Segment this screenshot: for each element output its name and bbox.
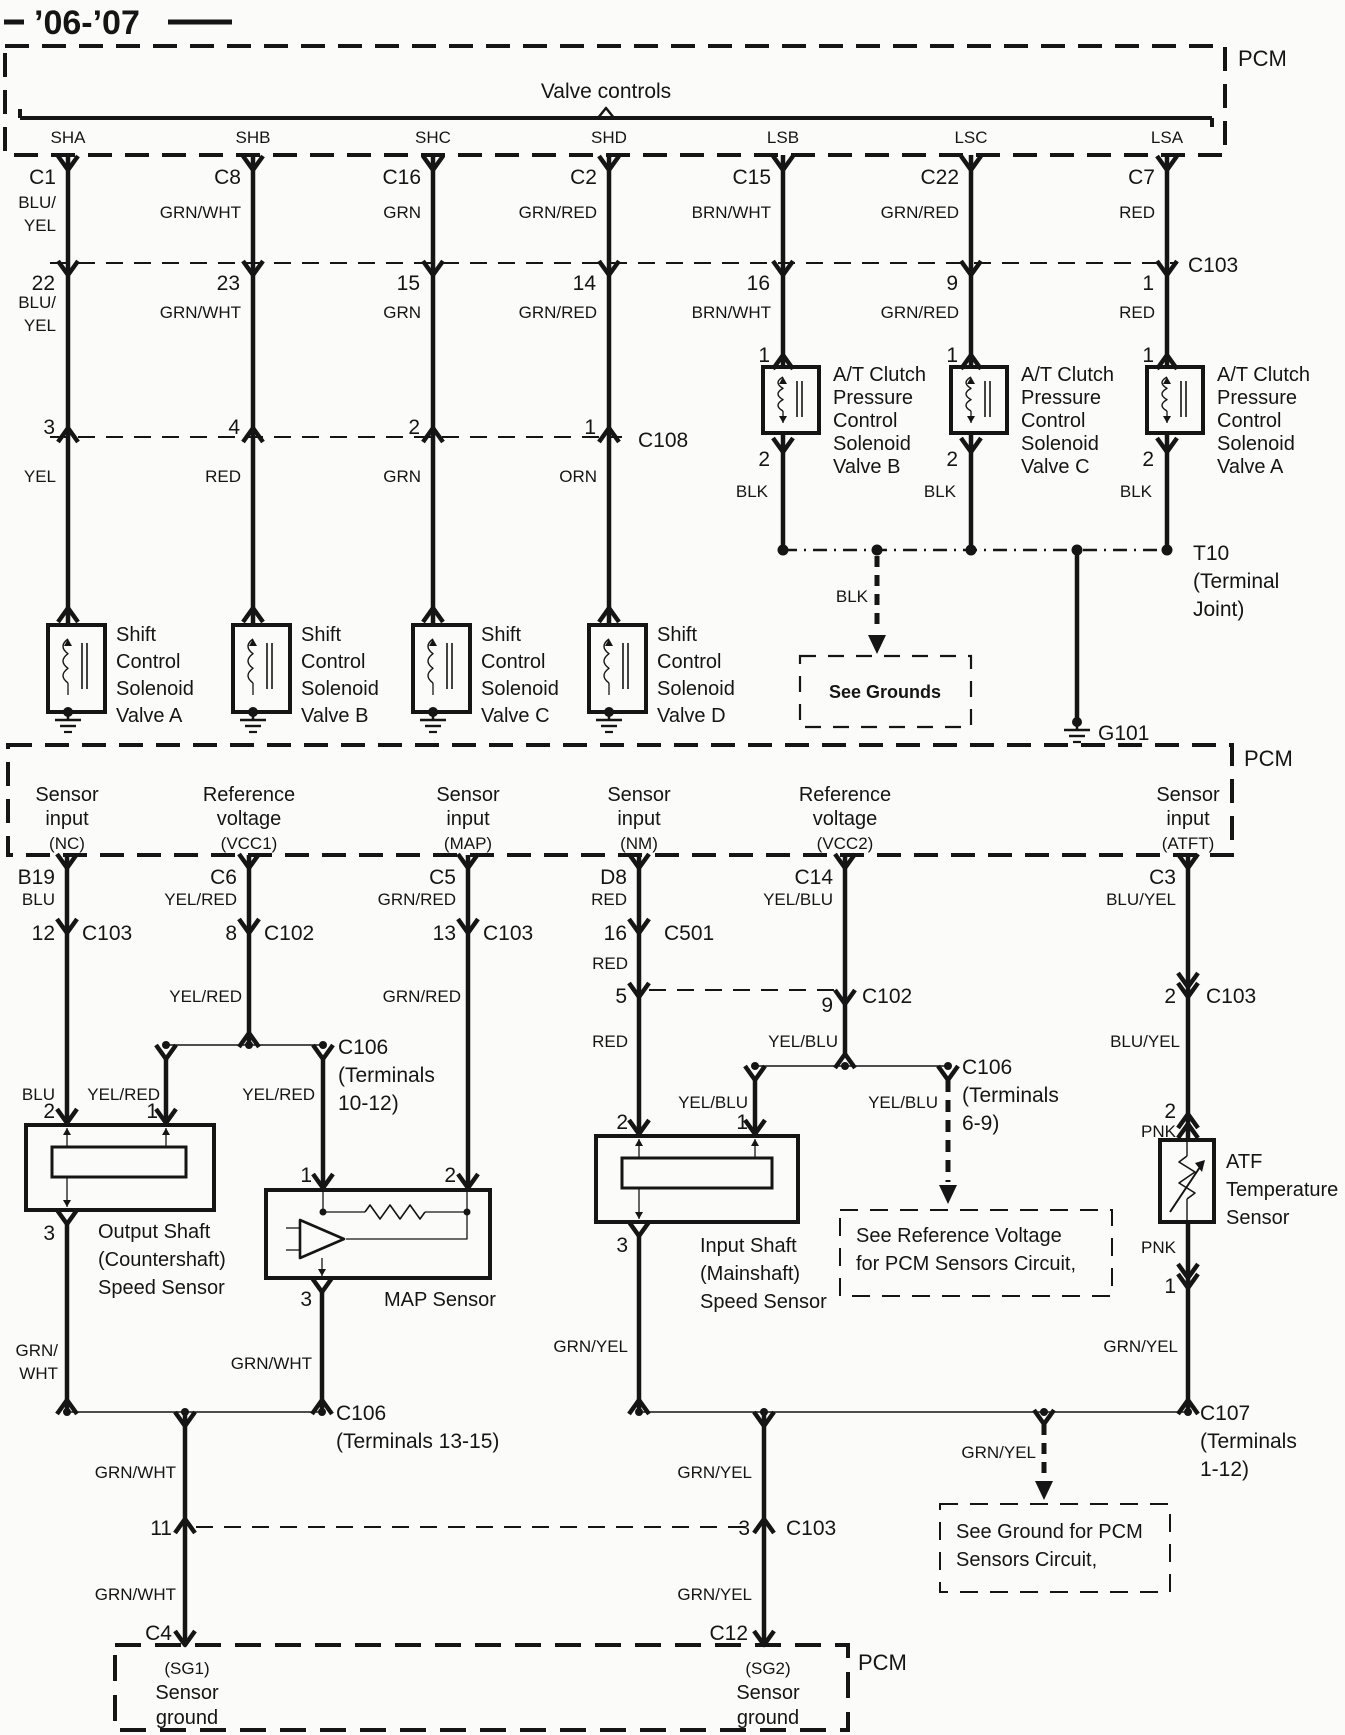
connector-label: C107 [1200, 1402, 1251, 1425]
device-label: Speed Sensor [98, 1277, 225, 1299]
see-reference-voltage-label: for PCM Sensors Circuit, [856, 1253, 1077, 1275]
connector-pin-label: C5 [429, 866, 456, 889]
wire-color-label: GRN/WHT [159, 303, 241, 322]
wire-color-label: GRN/WHT [159, 203, 241, 222]
device-label: Shift [116, 624, 157, 646]
connector-pin-number: 2 [616, 1111, 628, 1134]
wire-color-label: GRN/RED [382, 987, 461, 1006]
wire-color-label: GRN/RED [880, 203, 959, 222]
wire-color-label: YEL/RED [242, 1085, 315, 1104]
connector-pin-number: 13 [432, 922, 456, 945]
sensor-ground-label: Sensor [155, 1682, 219, 1704]
connector-label: (Terminals [1200, 1430, 1297, 1453]
wire-color-label: YEL [23, 316, 56, 335]
device-label: Solenoid [657, 678, 735, 700]
pcm-pin-label: LSA [1150, 128, 1184, 147]
connector-label: (Terminals 13-15) [336, 1430, 500, 1453]
connector-pin-number: 8 [225, 922, 237, 945]
connector-pin-number: 16 [603, 922, 627, 945]
device-label: Solenoid [833, 433, 911, 455]
connector-label: C106 [338, 1036, 389, 1059]
connector-pin-number: 2 [1164, 1100, 1176, 1123]
device-label: Valve A [1217, 456, 1284, 478]
component-lead [346, 1212, 467, 1239]
wire-color-label: BRN/WHT [691, 303, 771, 322]
connector-label: C103 [1206, 985, 1257, 1008]
device-label: Shift [301, 624, 342, 646]
connector-pin-number: 3 [43, 416, 55, 439]
pcm-pin-label: (MAP) [443, 834, 493, 853]
pcm-pin-label: input [1166, 808, 1210, 830]
pcm-pin-label: (VCC1) [220, 834, 278, 853]
connector-chevron [629, 1222, 649, 1236]
sensor-ground-label: ground [736, 1707, 800, 1729]
coil-arrow [1163, 416, 1171, 423]
wire-color-label: BLU [21, 1085, 55, 1104]
see-reference-voltage-label: See Reference Voltage [856, 1225, 1062, 1247]
connector-pin-number: 12 [31, 922, 55, 945]
connector-pin-number: 2 [444, 1164, 456, 1187]
coil-arrow [779, 416, 787, 423]
connector-pin-number: 9 [821, 994, 833, 1017]
connector-pin-number: 5 [615, 985, 627, 1008]
wire-color-label: GRN/YEL [1103, 1337, 1178, 1356]
pcm-pin-label: (ATFT) [1161, 834, 1215, 853]
t10-label: Joint) [1193, 598, 1245, 621]
t10-label: (Terminal [1193, 570, 1280, 593]
junction-dot [1040, 1408, 1048, 1416]
wire-color-label: RED [1119, 303, 1155, 322]
wire-color-label: ORN [559, 467, 597, 486]
pcm-pin-label: input [446, 808, 490, 830]
device-label: Shift [481, 624, 522, 646]
wire-color-label: GRN/ [15, 1341, 58, 1360]
arrowhead [1035, 1481, 1053, 1500]
connector-pin-label: C8 [214, 166, 241, 189]
device-label: (Countershaft) [98, 1249, 226, 1271]
sensor-ground-label: (SG1) [164, 1659, 210, 1678]
output-shaft-sensor-element [52, 1147, 186, 1177]
device-label: Solenoid [1217, 433, 1295, 455]
connector-label: C103 [82, 922, 133, 945]
wire-color-label: GRN/YEL [961, 1443, 1036, 1462]
connector-pin-number: 2 [408, 416, 420, 439]
connector-chevron [57, 1210, 77, 1224]
map-opamp [300, 1220, 344, 1258]
junction-dot [751, 1062, 759, 1070]
connector-pin-label: C2 [570, 166, 597, 189]
pcm-pin-label: SHA [50, 128, 86, 147]
connector-pin-label: C16 [382, 166, 421, 189]
connector-pin-number: 4 [228, 416, 240, 439]
device-label: Output Shaft [98, 1221, 211, 1243]
wire-color-label: YEL/BLU [768, 1032, 838, 1051]
wire-color-label: GRN/WHT [94, 1463, 176, 1482]
wire-color-label: GRN [383, 303, 421, 322]
wire-color-label: GRN/WHT [94, 1585, 176, 1604]
connector-pin-number: 1 [1142, 272, 1154, 295]
pcm-pin-label: LSB [766, 128, 800, 147]
connector-pin-number: 1 [300, 1164, 312, 1187]
device-label: Valve A [116, 705, 183, 727]
connector-pin-number: 3 [738, 1517, 750, 1540]
connector-pin-label: C3 [1149, 866, 1176, 889]
connector-label: C501 [664, 922, 715, 945]
wire-color-label: YEL [23, 216, 56, 235]
input-shaft-sensor-element [622, 1158, 772, 1188]
connector-pin-label: C6 [210, 866, 237, 889]
arrowhead [939, 1185, 957, 1204]
wire-color-label: BLK [735, 482, 768, 501]
connector-pin-label: C7 [1128, 166, 1155, 189]
wire-color-label: YEL/RED [164, 890, 237, 909]
g101-label: G101 [1098, 722, 1150, 745]
connector-label: C102 [264, 922, 315, 945]
connector-pin-number: 23 [216, 272, 240, 295]
device-label: Control [833, 410, 898, 432]
wire-color-label: GRN [383, 467, 421, 486]
pcm-pin-label: SHD [591, 128, 627, 147]
connector-pin-number: 14 [572, 272, 596, 295]
pcm-pin-label: voltage [216, 808, 282, 830]
pcm-pin-label: (NC) [49, 834, 85, 853]
arrowhead [868, 635, 886, 654]
wire-color-label: GRN/YEL [553, 1337, 628, 1356]
component-arrow [63, 1128, 71, 1135]
connector-label: 6-9) [962, 1112, 1000, 1135]
pcm-label: PCM [1238, 46, 1287, 71]
at-solenoid-box [1147, 367, 1203, 433]
input-shaft-sensor-box [596, 1136, 798, 1222]
wire-color-label: BLU [21, 890, 55, 909]
connector-label: 10-12) [338, 1092, 399, 1115]
t10-junction-dot [966, 545, 977, 556]
connector-pin-label: B19 [17, 866, 55, 889]
coil-arrow [967, 416, 975, 423]
device-label: Pressure [1217, 387, 1298, 409]
valve-controls-label: Valve controls [540, 80, 672, 103]
wire-color-label: GRN/WHT [230, 1354, 312, 1373]
shift-solenoid-box [233, 625, 290, 712]
wire-color-label: RED [1119, 203, 1155, 222]
device-label: Pressure [1021, 387, 1102, 409]
wire-color-label: YEL/BLU [868, 1093, 938, 1112]
device-label: A/T Clutch [833, 364, 926, 386]
wire-color-label: RED [591, 890, 627, 909]
device-label: Valve B [301, 705, 369, 727]
see-ground-box [940, 1504, 1170, 1592]
pcm-pin-label: SHC [415, 128, 451, 147]
t10-junction-dot [1162, 545, 1173, 556]
device-label: Valve D [657, 705, 726, 727]
pcm-label: PCM [858, 1650, 907, 1675]
wire-color-label: BLK [923, 482, 956, 501]
pcm-pin-label: SHB [235, 128, 271, 147]
connector-pin-number: 2 [43, 1100, 55, 1123]
thermistor-arrow [1170, 1167, 1200, 1212]
connector-label: C103 [786, 1517, 837, 1540]
pcm-pin-label: Reference [798, 784, 892, 806]
connector-chevron [312, 1278, 332, 1292]
sensor-ground-label: Sensor [736, 1682, 800, 1704]
wire-color-label: YEL/BLU [763, 890, 833, 909]
wire-color-label: YEL/BLU [678, 1093, 748, 1112]
connector-pin-number: 1 [1142, 344, 1154, 367]
wire-color-label: WHT [19, 1364, 58, 1383]
connector-pin-number: 3 [616, 1234, 628, 1257]
component-arrow [318, 1269, 326, 1276]
connector-pin-label: C22 [920, 166, 959, 189]
pcm-pin-label: input [617, 808, 661, 830]
component-arrow [63, 1200, 71, 1207]
device-label: Solenoid [301, 678, 379, 700]
t10-label: T10 [1193, 542, 1230, 565]
shift-solenoid-box [589, 625, 646, 712]
wire-color-label: GRN/RED [377, 890, 456, 909]
pcm-pin-label: voltage [812, 808, 878, 830]
wire-color-label: GRN/RED [880, 303, 959, 322]
connector-pin-number: 3 [43, 1222, 55, 1245]
pcm-pin-label: Reference [202, 784, 296, 806]
device-label: ATF [1226, 1151, 1263, 1173]
connector-pin-label: C4 [145, 1622, 172, 1645]
junction-dot [318, 1408, 326, 1416]
thermistor-arrowhead [1195, 1160, 1205, 1172]
device-label: Control [301, 651, 366, 673]
device-label: Control [1217, 410, 1282, 432]
wire-color-label: BRN/WHT [691, 203, 771, 222]
connector-pin-label: C1 [29, 166, 56, 189]
wire-color-label: PNK [1141, 1238, 1176, 1257]
connector-label: (Terminals [962, 1084, 1059, 1107]
connector-pin-number: 22 [31, 272, 55, 295]
shift-solenoid-box [48, 625, 105, 712]
wire-color-label: GRN/YEL [677, 1463, 752, 1482]
component-arrow [162, 1128, 170, 1135]
connector-label: C106 [336, 1402, 387, 1425]
see-grounds-label: See Grounds [828, 682, 942, 702]
device-label: A/T Clutch [1021, 364, 1114, 386]
pcm-pin-label: (VCC2) [816, 834, 874, 853]
connector-pin-number: 2 [1164, 985, 1176, 1008]
device-label: Temperature [1226, 1179, 1339, 1201]
connector-pin-label: C15 [732, 166, 771, 189]
junction-dot [944, 1062, 952, 1070]
connector-label: C103 [1188, 254, 1239, 277]
device-label: Input Shaft [700, 1235, 797, 1257]
connector-pin-label: C12 [709, 1622, 748, 1645]
wire-color-label: RED [205, 467, 241, 486]
pcm-label: PCM [1244, 746, 1293, 771]
device-label: Speed Sensor [700, 1291, 827, 1313]
wire-color-label: BLU/ [18, 293, 56, 312]
device-label: MAP Sensor [384, 1289, 496, 1311]
connector-label: C108 [638, 429, 689, 452]
device-label: Shift [657, 624, 698, 646]
wire-color-label: YEL/RED [87, 1085, 160, 1104]
junction-dot [635, 1408, 643, 1416]
wire-color-label: GRN/YEL [677, 1585, 752, 1604]
wire-color-label: BLU/ [18, 193, 56, 212]
at-solenoid-box [951, 367, 1007, 433]
connector-pin-number: 9 [946, 272, 958, 295]
device-label: Solenoid [1021, 433, 1099, 455]
pcm-pin-label: (NM) [620, 834, 658, 853]
device-label: Sensor [1226, 1207, 1290, 1229]
connector-pin-label: D8 [600, 866, 627, 889]
junction-dot [841, 1062, 849, 1070]
wire-color-label: YEL/RED [169, 987, 242, 1006]
device-label: A/T Clutch [1217, 364, 1310, 386]
component-arrow [635, 1212, 643, 1219]
device-label: (Mainshaft) [700, 1263, 801, 1285]
connector-pin-number: 1 [1164, 1275, 1176, 1298]
junction-dot [162, 1041, 170, 1049]
connector-label: 1-12) [1200, 1458, 1250, 1481]
at-solenoid-box [763, 367, 819, 433]
connector-pin-number: 3 [300, 1288, 312, 1311]
wire-color-label: RED [592, 1032, 628, 1051]
device-label: Control [657, 651, 722, 673]
sensor-ground-label: ground [155, 1707, 219, 1729]
device-label: Valve C [481, 705, 550, 727]
pcm-pin-label: Sensor [1156, 784, 1220, 806]
device-label: Control [481, 651, 546, 673]
connector-pin-number: 1 [736, 1111, 748, 1134]
connector-pin-number: 2 [946, 448, 958, 471]
connector-label: C103 [483, 922, 534, 945]
connector-pin-number: 1 [146, 1100, 158, 1123]
t10-junction-dot [872, 545, 883, 556]
device-label: Control [116, 651, 181, 673]
pcm-pin-label: Sensor [607, 784, 671, 806]
connector-pin-number: 16 [746, 272, 770, 295]
wire-color-label: BLU/YEL [1110, 1032, 1180, 1051]
pcm-pin-label: LSC [954, 128, 988, 147]
connector-label: C106 [962, 1056, 1013, 1079]
device-label: Solenoid [116, 678, 194, 700]
connector-pin-label: C14 [794, 866, 833, 889]
connector-pin-number: 1 [584, 416, 596, 439]
shift-solenoid-box [413, 625, 470, 712]
pcm-pin-label: input [45, 808, 89, 830]
connector-pin-number: 2 [758, 448, 770, 471]
wire-color-label: BLU/YEL [1106, 890, 1176, 909]
wire-color-label: BLK [1119, 482, 1152, 501]
pcm-pin-label: Sensor [35, 784, 99, 806]
pcm-pin-label: Sensor [436, 784, 500, 806]
junction-dot [245, 1041, 253, 1049]
wire-color-label: GRN [383, 203, 421, 222]
page-title: ’06-’07 [34, 4, 140, 42]
wire-color-label: GRN/RED [518, 303, 597, 322]
wire-color-label: BLK [835, 587, 868, 606]
device-label: Valve C [1021, 456, 1090, 478]
junction-dot [1184, 1408, 1192, 1416]
junction-dot [319, 1041, 327, 1049]
wire-color-label: PNK [1141, 1122, 1176, 1141]
device-label: Pressure [833, 387, 914, 409]
connector-pin-number: 11 [150, 1517, 172, 1540]
t10-junction-dot [778, 545, 789, 556]
wire-color-label: RED [592, 954, 628, 973]
component-arrow [635, 1139, 643, 1146]
junction-dot [63, 1408, 71, 1416]
connector-pin-number: 1 [946, 344, 958, 367]
see-ground-label: Sensors Circuit, [956, 1549, 1098, 1571]
see-ground-label: See Ground for PCM [956, 1521, 1143, 1543]
component-arrow [751, 1139, 759, 1146]
connector-pin-number: 1 [758, 344, 770, 367]
connector-label: (Terminals [338, 1064, 435, 1087]
connector-label: C102 [862, 985, 913, 1008]
wire-color-label: YEL [23, 467, 56, 486]
device-label: Solenoid [481, 678, 559, 700]
connector-pin-number: 2 [1142, 448, 1154, 471]
map-resistor [365, 1205, 425, 1219]
connector-pin-number: 15 [396, 272, 420, 295]
device-label: Valve B [833, 456, 901, 478]
sensor-ground-label: (SG2) [745, 1659, 791, 1678]
wire-color-label: GRN/RED [518, 203, 597, 222]
device-label: Control [1021, 410, 1086, 432]
